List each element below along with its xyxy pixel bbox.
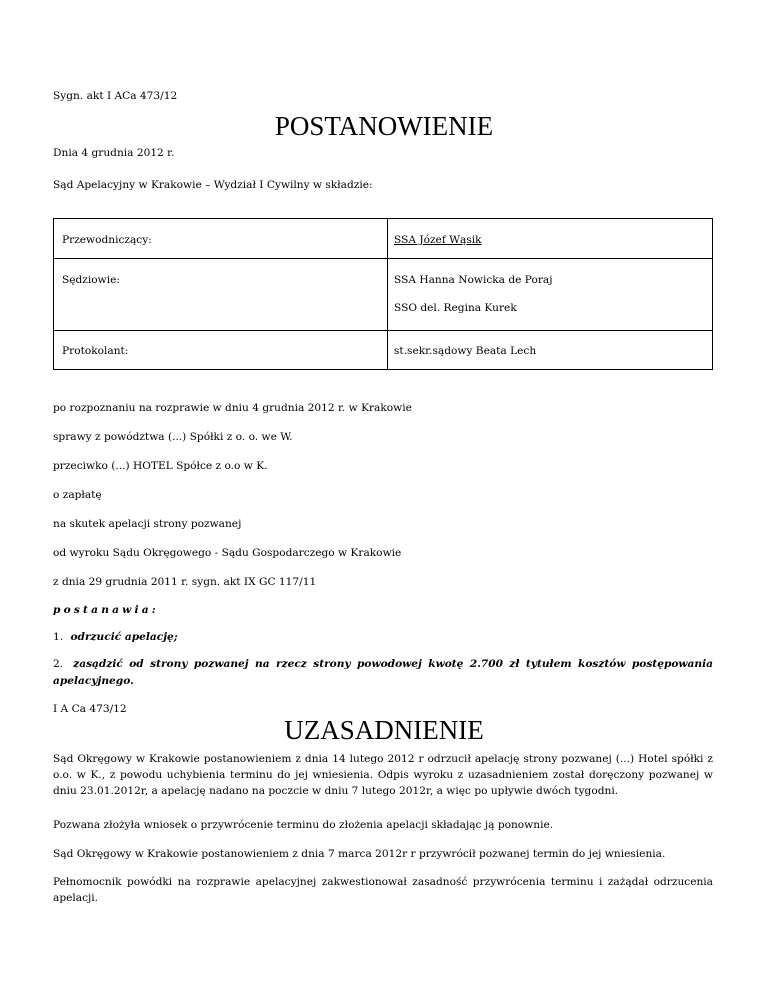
- proceedings-line-1: po rozpoznaniu na rozprawie w dniu 4 grudnia 2012 r. w Krakowie: [53, 402, 412, 414]
- case-signature-2: I A Ca 473/12: [53, 703, 127, 715]
- justification-paragraph-4: Pełnomocnik powódki na rozprawie apelacyjnej zakwestionował zasadność przywrócenia terminu i zażądał odrzucenia apelacji.: [53, 876, 713, 904]
- ruling-2-text: zasądzić od strony pozwanej na rzecz strony powodowej kwotę 2.700 zł tytułem kosztów postępowania apelacyjnego.: [53, 658, 713, 687]
- clerk-label-cell: [54, 331, 388, 369]
- judge-name-1: SSA Hanna Nowicka de Poraj: [394, 274, 553, 286]
- date-line: Dnia 4 grudnia 2012 r.: [53, 147, 175, 159]
- proceedings-line-5: na skutek apelacji strony pozwanej: [53, 518, 242, 530]
- proceedings-line-3: przeciwko (...) HOTEL Spółce z o.o w K.: [53, 460, 268, 472]
- court-line: Sąd Apelacyjny w Krakowie – Wydział I Cywilny w składzie:: [53, 179, 373, 191]
- proceedings-line-6: od wyroku Sądu Okręgowego - Sądu Gospodarczego w Krakowie: [53, 547, 402, 559]
- proceedings-line-2: sprawy z powództwa (...) Spółki z o. o. we W.: [53, 431, 293, 443]
- chair-label-cell: [54, 219, 388, 259]
- ruling-1-text: odrzucić apelację;: [70, 631, 178, 643]
- judges-label: Sędziowie:: [62, 274, 120, 286]
- justification-title: UZASADNIENIE: [284, 715, 484, 745]
- document-title: POSTANOWIENIE: [274, 111, 494, 141]
- justification-paragraph-3: Sąd Okręgowy w Krakowie postanowieniem z dnia 7 marca 2012r r przywrócił pozwanej termin do jej wniesienia.: [53, 848, 666, 860]
- ruling-1-number: 1.: [53, 631, 64, 643]
- proceedings-line-7: z dnia 29 grudnia 2011 r. sygn. akt IX GC 117/11: [53, 576, 317, 588]
- judges-label-cell: [54, 259, 388, 331]
- ruling-2-number: 2.: [53, 658, 64, 670]
- case-signature: Sygn. akt I ACa 473/12: [53, 90, 178, 102]
- decides-label: postanawia:: [53, 604, 159, 616]
- clerk-name-cell: [388, 331, 712, 369]
- judge-name-2: SSO del. Regina Kurek: [394, 302, 517, 314]
- clerk-name: st.sekr.sądowy Beata Lech: [394, 345, 537, 357]
- court-composition-table: [53, 218, 713, 370]
- ruling-2: [53, 656, 713, 690]
- chair-name: SSA Józef Wąsik: [394, 234, 482, 246]
- clerk-label: Protokolant:: [62, 345, 129, 357]
- proceedings-line-4: o zapłatę: [53, 489, 102, 501]
- ruling-1: [53, 630, 178, 644]
- justification-paragraph-2: Pozwana złożyła wniosek o przywrócenie terminu do złożenia apelacji składając ją ponownie.: [53, 819, 554, 831]
- judges-names-cell: [388, 259, 712, 331]
- chair-label: Przewodniczący:: [62, 234, 152, 246]
- justification-paragraph-1: Sąd Okręgowy w Krakowie postanowieniem z dnia 14 lutego 2012 r odrzucił apelację strony pozwanej (...) Hotel spółki z o.o. w K., z powodu uchybienia terminu do jej wniesienia. Odpis wyroku z uzasadnieniem został doręczony pozwanej w dniu 23.01.2012r, a apelację nadano na poczcie w dniu 7 lutego 2012r, a więc po upływie dwóch tygodni.: [53, 753, 713, 797]
- chair-name-cell: [388, 219, 712, 259]
